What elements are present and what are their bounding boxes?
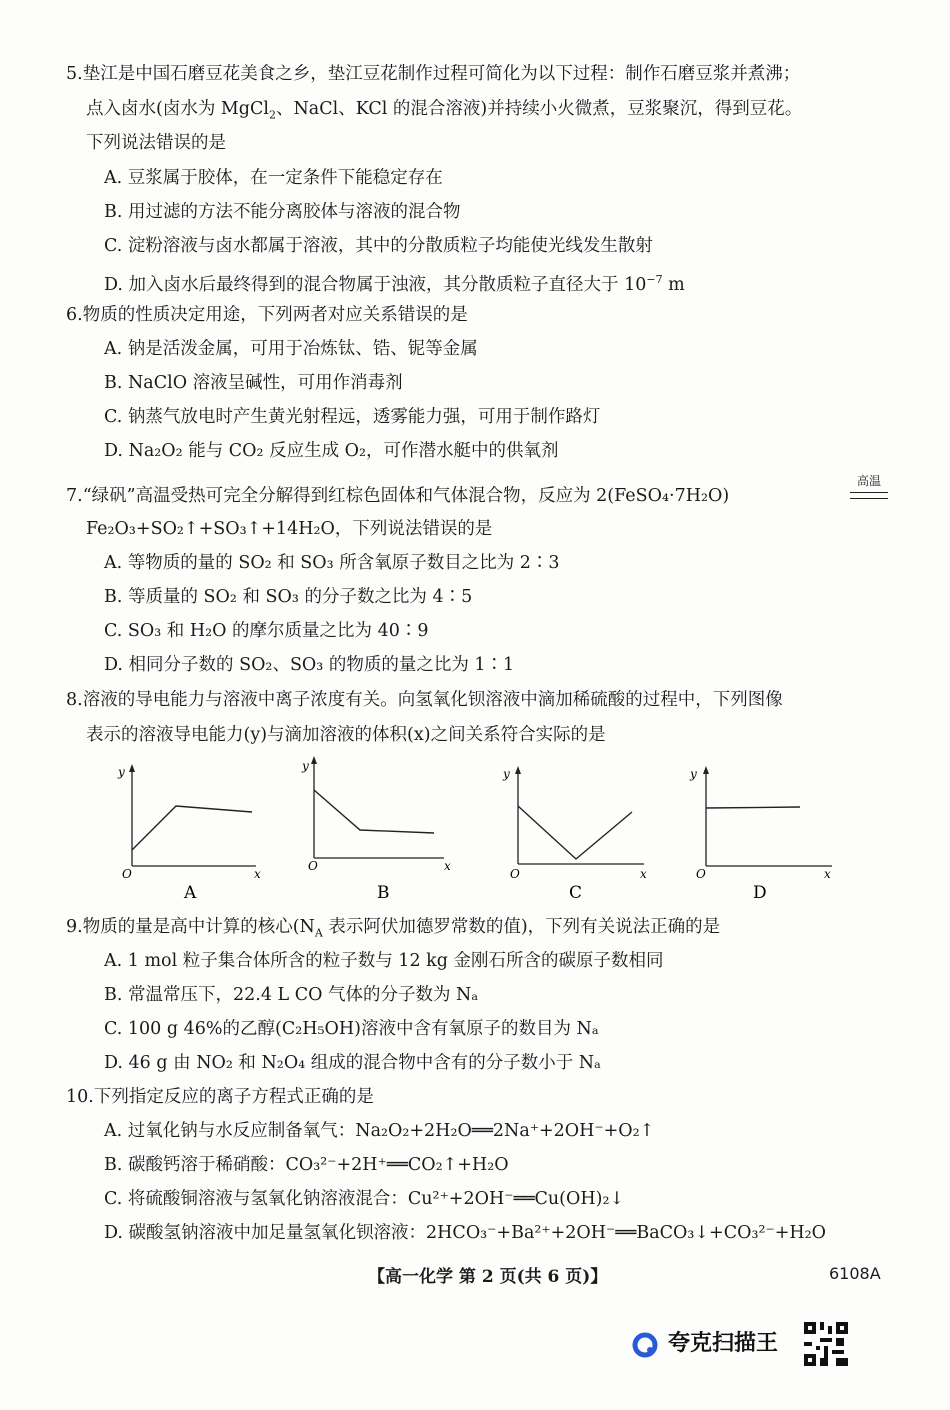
q6-option-c: C. 钠蒸气放电时产生黄光射程远，透雾能力强，可用于制作路灯 bbox=[104, 407, 601, 427]
q9-option-d: D. 46 g 由 NO₂ 和 N₂O₄ 组成的混合物中含有的分子数小于 Nₐ bbox=[104, 1053, 601, 1073]
graph-b-origin: O bbox=[308, 859, 318, 873]
q5-option-a: A. 豆浆属于胶体，在一定条件下能稳定存在 bbox=[104, 168, 443, 188]
page-footer bbox=[0, 1262, 950, 1290]
q8-graphs bbox=[100, 758, 840, 908]
q7-condition: 高温 bbox=[856, 474, 881, 488]
graph-c-x-label: x bbox=[640, 867, 647, 881]
q7-option-d: D. 相同分子数的 SO₂、SO₃ 的物质的量之比为 1∶1 bbox=[104, 655, 515, 675]
graph-a-x-label: x bbox=[254, 867, 261, 881]
q6-stem: 6.物质的性质决定用途，下列两者对应关系错误的是 bbox=[66, 305, 468, 325]
q10-option-c: C. 将硫酸铜溶液与氢氧化钠溶液混合：Cu²⁺+2OH⁻══Cu(OH)₂↓ bbox=[104, 1189, 625, 1209]
q9-stem: 9.物质的量是高中计算的核心($N_A$ 表示阿伏加德罗常数的值)，下列有关说法正确的是 bbox=[66, 917, 721, 940]
q6-option-d: D. Na₂O₂ 能与 CO₂ 反应生成 O₂，可作潜水艇中的供氧剂 bbox=[104, 441, 559, 461]
q5-option-d: D. 加入卤水后最终得到的混合物属于浊液，其分散质粒子直径大于 $10^{-7}$ m bbox=[104, 273, 685, 295]
q7-option-a: A. 等物质的量的 SO₂ 和 SO₃ 所含氧原子数目之比为 2∶3 bbox=[104, 553, 560, 573]
graph-d-origin: O bbox=[696, 867, 706, 881]
q8-graph-svg bbox=[100, 758, 840, 908]
q5-line2: 点入卤水(卤水为 MgCl$_2$、NaCl、KCl 的混合溶液)并持续小火微煮，豆浆聚沉，得到豆花。 bbox=[86, 99, 803, 122]
graph-d-y-label: y bbox=[690, 767, 697, 781]
q9-option-b: B. 常温常压下，22.4 L CO 气体的分子数为 Nₐ bbox=[104, 985, 479, 1005]
q7-line2: Fe₂O₃+SO₂↑+SO₃↑+14H₂O，下列说法错误的是 bbox=[86, 519, 493, 539]
graph-c-label: C bbox=[569, 883, 583, 903]
q6-option-b: B. NaClO 溶液呈碱性，可用作消毒剂 bbox=[104, 373, 403, 393]
graph-b bbox=[311, 756, 444, 858]
graph-a bbox=[129, 764, 256, 866]
scanner-watermark bbox=[628, 1322, 888, 1362]
quark-logo-icon bbox=[632, 1332, 658, 1358]
graph-a-y-label: y bbox=[118, 765, 125, 779]
q7-option-b: B. 等质量的 SO₂ 和 SO₃ 的分子数之比为 4∶5 bbox=[104, 587, 473, 607]
graph-c bbox=[515, 766, 644, 864]
q10-option-b: B. 碳酸钙溶于稀硝酸：CO₃²⁻+2H⁺══CO₂↑+H₂O bbox=[104, 1155, 509, 1175]
graph-b-label: B bbox=[377, 883, 390, 903]
q5-line3: 下列说法错误的是 bbox=[86, 133, 226, 153]
graph-b-x-label: x bbox=[444, 859, 451, 873]
graph-a-label: A bbox=[184, 883, 197, 903]
q8-line2: 表示的溶液导电能力(y)与滴加溶液的体积(x)之间关系符合实际的是 bbox=[86, 725, 606, 745]
q7-line1: 7.“绿矾”高温受热可完全分解得到红棕色固体和气体混合物，反应为 2(FeSO₄·7H₂O) bbox=[66, 486, 730, 506]
q9-option-a: A. 1 mol 粒子集合体所含的粒子数与 12 kg 金刚石所含的碳原子数相同 bbox=[104, 951, 664, 971]
graph-d-x-label: x bbox=[824, 867, 831, 881]
footer-page-info: 【高一化学 第 2 页(共 6 页)】 bbox=[368, 1267, 608, 1287]
graph-d-label: D bbox=[753, 883, 767, 903]
q5-option-b: B. 用过滤的方法不能分离胶体与溶液的混合物 bbox=[104, 202, 461, 222]
graph-c-origin: O bbox=[510, 867, 520, 881]
graph-b-y-label: y bbox=[302, 759, 309, 773]
qr-code-icon bbox=[804, 1322, 848, 1366]
scanner-brand-text: 夸克扫描王 bbox=[668, 1331, 779, 1356]
q9-option-c: C. 100 g 46%的乙醇(C₂H₅OH)溶液中含有氧原子的数目为 Nₐ bbox=[104, 1019, 599, 1039]
graph-c-y-label: y bbox=[503, 767, 510, 781]
q10-option-a: A. 过氧化钠与水反应制备氧气：Na₂O₂+2H₂O══2Na⁺+2OH⁻+O₂↑ bbox=[104, 1121, 655, 1141]
q10-option-d: D. 碳酸氢钠溶液中加足量氢氧化钡溶液：2HCO₃⁻+Ba²⁺+2OH⁻══BaCO₃↓+CO₃²⁻+H₂O bbox=[104, 1223, 827, 1243]
q5-option-c: C. 淀粉溶液与卤水都属于溶液，其中的分散质粒子均能使光线发生散射 bbox=[104, 236, 653, 256]
q7-equals-sign bbox=[850, 492, 888, 499]
graph-d bbox=[703, 766, 832, 866]
q8-line1: 8.溶液的导电能力与溶液中离子浓度有关。向氢氧化钡溶液中滴加稀硫酸的过程中，下列图像 bbox=[66, 690, 783, 710]
graph-a-origin: O bbox=[122, 867, 132, 881]
q5-line1: 5.垫江是中国石磨豆花美食之乡，垫江豆花制作过程可简化为以下过程：制作石磨豆浆并煮沸； bbox=[66, 64, 801, 84]
footer-code: 6108A bbox=[829, 1264, 881, 1283]
q7-option-c: C. SO₃ 和 H₂O 的摩尔质量之比为 40∶9 bbox=[104, 621, 429, 641]
q6-option-a: A. 钠是活泼金属，可用于冶炼钛、锆、铌等金属 bbox=[104, 339, 478, 359]
q10-stem: 10.下列指定反应的离子方程式正确的是 bbox=[66, 1087, 374, 1107]
